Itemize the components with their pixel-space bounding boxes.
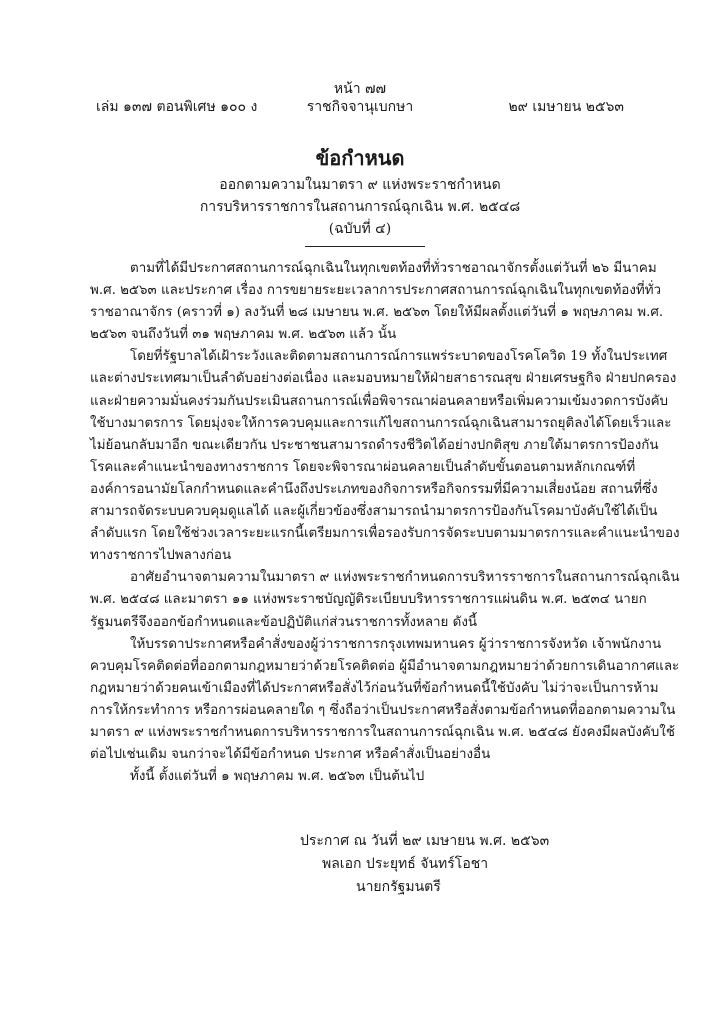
- document-title: ข้อกำหนด: [315, 146, 405, 170]
- publication-date: ๒๙ เมษายน ๒๕๖๓: [508, 99, 624, 115]
- gazette-name: ราชกิจจานุเบกษา: [306, 99, 414, 115]
- paragraph-effective-date: ทั้งนี้ ตั้งแต่วันที่ ๑ พฤษภาคม พ.ศ. ๒๕๖๓ เป็นต้นไป: [130, 769, 425, 785]
- title-divider: [305, 246, 425, 247]
- paragraph-rationale: โดยที่รัฐบาลได้เฝ้าระวังและติดตามสถานการณ์การแพร่ระบาดของโรคโควิด 19 ทั้งในประเทศและต่างประเทศมาเป็นลำดับอย่างต่อเนื่อง และมอบหมายให้ฝ่ายสาธารณสุข ฝ่ายเศรษฐกิจ ฝ่ายปกครอง และฝ่ายความมั่นคงร่วมกันประเมินสถานการณ์เพื่อพิจารณาผ่อนคลายหรือเพิ่มความเข้มงวดการบังคับใช้บางมาตรการ โดยมุ่งจะให้การควบคุมและการแก้ไขสถานการณ์ฉุกเฉินสามารถยุติลงได้โดยเร็วและไม่ย้อนกลับมาอีก ขณะเดียวกัน ประชาชนสามารถดำรงชีวิตได้อย่างปกติสุข ภายใต้มาตรการป้องกันโรคและคำแนะนำของทางราชการ โดยจะพิจารณาผ่อนคลายเป็นลำดับขั้นตอนตามหลักเกณฑ์ที่องค์การอนามัยโลกกำหนดและคำนึงถึงประเภทของกิจการหรือกิจกรรมที่มีความเสี่ยงน้อย สถานที่ซึ่งสามารถจัดระบบควบคุมดูแลได้ และผู้เกี่ยวข้องซึ่งสามารถนำมาตรการป้องกันโรคมาบังคับใช้ได้เป็นลำดับแรก โดยใช้ช่วงเวลาระยะแรกนี้เตรียมการเพื่อรองรับการจัดระบบตามมาตรการและคำแนะนำของทางราชการไปพลางก่อน: [90, 349, 680, 564]
- signatory-name: พลเอก ประยุทธ์ จันทร์โอชา: [322, 856, 489, 872]
- volume-issue: เล่ม ๑๓๗ ตอนพิเศษ ๑๐๐ ง: [96, 99, 258, 115]
- document-body: [90, 258, 680, 788]
- page-number: หน้า ๗๗: [333, 81, 387, 97]
- edition-number: (ฉบับที่ ๔): [328, 221, 392, 237]
- title-line-2: การบริหารราชการในสถานการณ์ฉุกเฉิน พ.ศ. ๒๕๔๘: [199, 199, 521, 215]
- signatory-position: นายกรัฐมนตรี: [356, 879, 441, 895]
- paragraph-provision: ให้บรรดาประกาศหรือคำสั่งของผู้ว่าราชการกรุงเทพมหานคร ผู้ว่าราชการจังหวัด เจ้าพนักงานควบคุมโรคติดต่อที่ออกตามกฎหมายว่าด้วยโรคติดต่อ ผู้มีอำนาจตามกฎหมายว่าด้วยการเดินอากาศและกฎหมายว่าด้วยคนเข้าเมืองที่ได้ประกาศหรือสั่งไว้ก่อนวันที่ข้อกำหนดนี้ใช้บังคับ ไม่ว่าจะเป็นการห้าม การให้กระทำการ หรือการผ่อนคลายใด ๆ ซึ่งถือว่าเป็นประกาศหรือสั่งตามข้อกำหนดที่ออกตามความในมาตรา ๙ แห่งพระราชกำหนดการบริหารราชการในสถานการณ์ฉุกเฉิน พ.ศ. ๒๕๔๘ ยังคงมีผลบังคับใช้ต่อไปเช่นเดิม จนกว่าจะได้มีข้อกำหนด ประกาศ หรือคำสั่งเป็นอย่างอื่น: [90, 636, 680, 763]
- paragraph-preamble: ตามที่ได้มีประกาศสถานการณ์ฉุกเฉินในทุกเขตท้องที่ทั่วราชอาณาจักรตั้งแต่วันที่ ๒๖ มีนาคม พ.ศ. ๒๕๖๓ และประกาศ เรื่อง การขยายระยะเวลาการประกาศสถานการณ์ฉุกเฉินในทุกเขตท้องที่ทั่วราชอาณาจักร (คราวที่ ๑) ลงวันที่ ๒๘ เมษายน พ.ศ. ๒๕๖๓ โดยให้มีผลตั้งแต่วันที่ ๑ พฤษภาคม พ.ศ. ๒๕๖๓ จนถึงวันที่ ๓๑ พฤษภาคม พ.ศ. ๒๕๖๓ แล้ว นั้น: [90, 261, 664, 343]
- title-line-1: ออกตามความในมาตรา ๙ แห่งพระราชกำหนด: [219, 177, 501, 193]
- signature-date: ประกาศ ณ วันที่ ๒๙ เมษายน พ.ศ. ๒๕๖๓: [300, 833, 550, 849]
- gazette-header: [96, 96, 624, 116]
- paragraph-authority: อาศัยอำนาจตามความในมาตรา ๙ แห่งพระราชกำหนดการบริหารราชการในสถานการณ์ฉุกเฉิน พ.ศ. ๒๕๔๘ และมาตรา ๑๑ แห่งพระราชบัญญัติระเบียบบริหารราชการแผ่นดิน พ.ศ. ๒๕๓๔ นายกรัฐมนตรีจึงออกข้อกำหนดและข้อปฏิบัติแก่ส่วนราชการทั้งหลาย ดังนี้: [90, 570, 680, 630]
